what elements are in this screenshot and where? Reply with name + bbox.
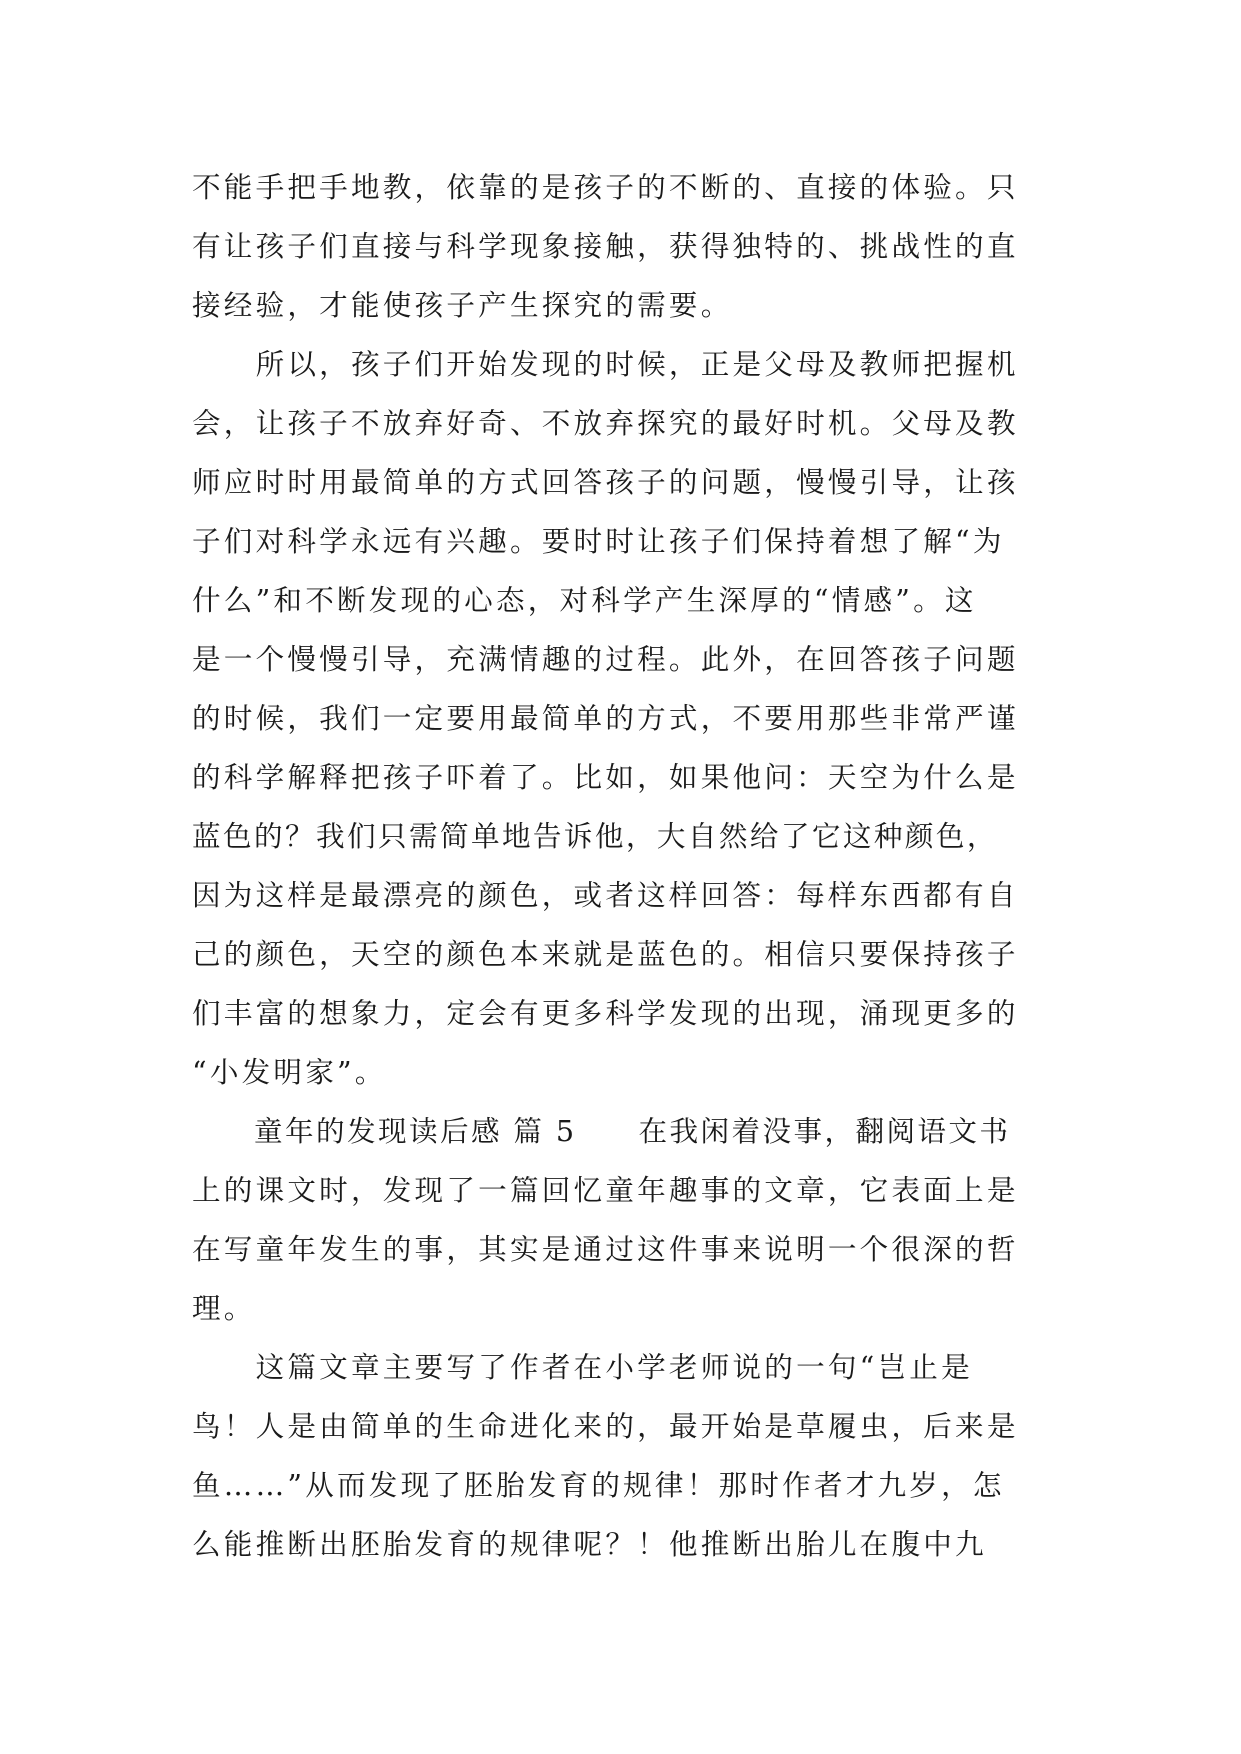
text-line: 鸟！人是由简单的生命进化来的，最开始是草履虫，后来是	[192, 1409, 1019, 1443]
text-line: 接经验，才能使孩子产生探究的需要。	[192, 288, 733, 322]
body-text	[192, 158, 1052, 1574]
text-line: 的科学解释把孩子吓着了。比如，如果他问：天空为什么是	[192, 760, 1019, 794]
text-line: 理。	[192, 1291, 256, 1325]
text-line: 的时候，我们一定要用最简单的方式，不要用那些非常严谨	[192, 701, 1019, 735]
text-line: 在写童年发生的事，其实是通过这件事来说明一个很深的哲	[192, 1232, 1019, 1266]
text-line: 这篇文章主要写了作者在小学老师说的一句“岂止是	[192, 1350, 973, 1384]
text-line: 什么”和不断发现的心态，对科学产生深厚的“情感”。这	[192, 583, 977, 617]
text-line: 鱼……”从而发现了胚胎发育的规律！那时作者才九岁，怎	[192, 1468, 1005, 1502]
text-line: 是一个慢慢引导，充满情趣的过程。此外，在回答孩子问题	[192, 642, 1019, 676]
text-line: 蓝色的？我们只需简单地告诉他，大自然给了它这种颜色，	[192, 819, 998, 853]
text-line: 上的课文时，发现了一篇回忆童年趣事的文章，它表面上是	[192, 1173, 1019, 1207]
text-line: 师应时时用最简单的方式回答孩子的问题，慢慢引导，让孩	[192, 465, 1019, 499]
text-line: 会，让孩子不放弃好奇、不放弃探究的最好时机。父母及教	[192, 406, 1019, 440]
text-line: 子们对科学永远有兴趣。要时时让孩子们保持着想了解“为	[192, 524, 1005, 558]
text-line: 因为这样是最漂亮的颜色，或者这样回答：每样东西都有自	[192, 878, 1019, 912]
text-line: 们丰富的想象力，定会有更多科学发现的出现，涌现更多的	[192, 996, 1019, 1030]
text-line: 有让孩子们直接与科学现象接触，获得独特的、挑战性的直	[192, 229, 1019, 263]
text-line: “小发明家”。	[192, 1055, 387, 1089]
text-line: 么能推断出胚胎发育的规律呢？！他推断出胎儿在腹中九	[192, 1527, 987, 1561]
text-line: 童年的发现读后感 篇 5 在我闲着没事，翻阅语文书	[192, 1114, 1011, 1148]
text-line: 所以，孩子们开始发现的时候，正是父母及教师把握机	[192, 347, 1019, 381]
text-line: 己的颜色，天空的颜色本来就是蓝色的。相信只要保持孩子	[192, 937, 1019, 971]
text-line: 不能手把手地教，依靠的是孩子的不断的、直接的体验。只	[192, 170, 1019, 204]
